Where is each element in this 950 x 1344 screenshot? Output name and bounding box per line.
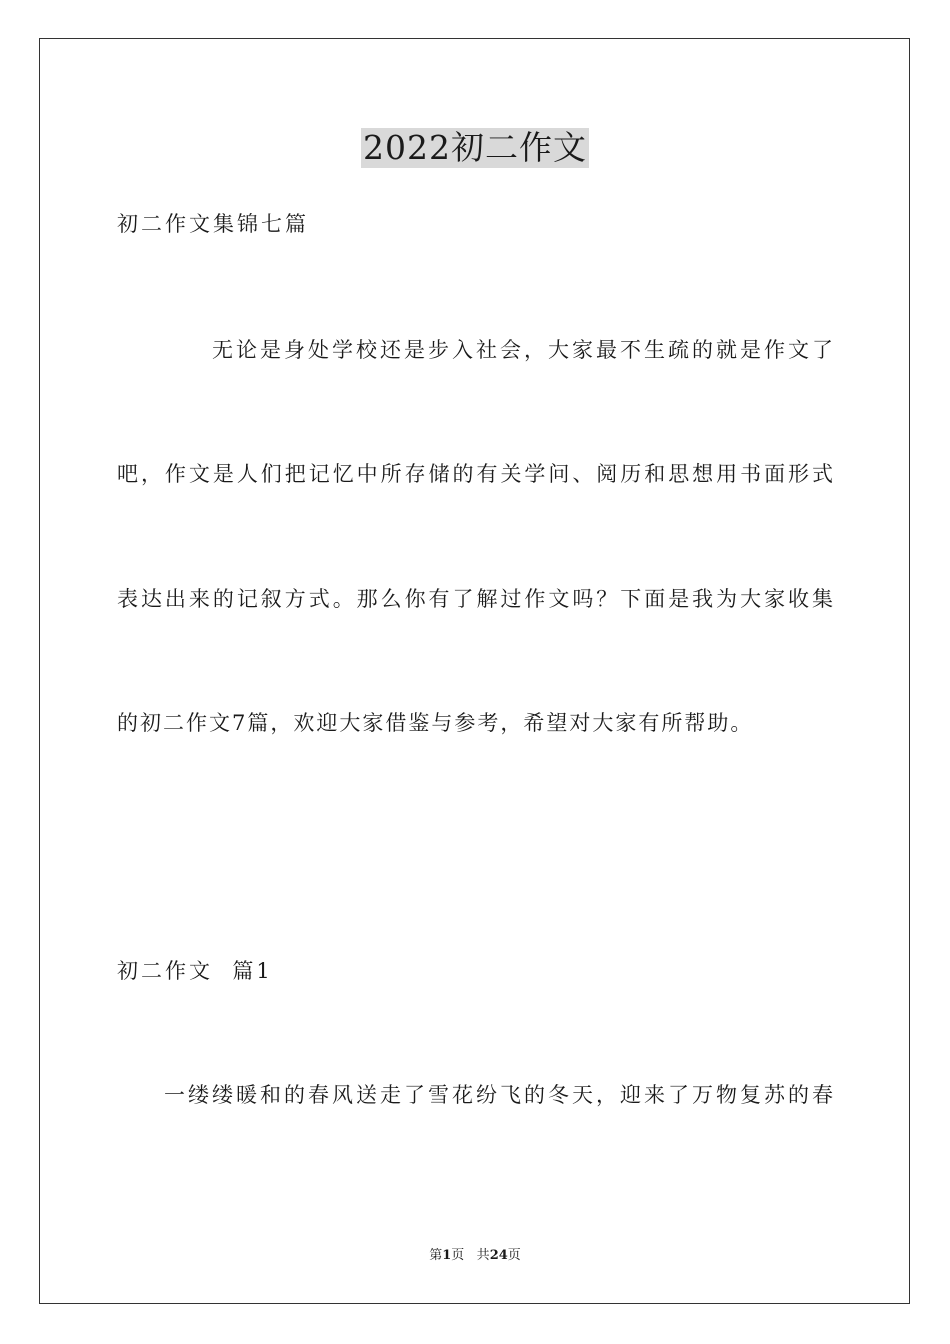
footer-page-suffix: 页 <box>451 1248 465 1263</box>
intro-line-2: 吧，作文是人们把记忆中所存储的有关学问、阅历和思想用书面形式 <box>117 462 833 486</box>
document-title: 2022初二作文 <box>363 128 587 167</box>
section-first-line: 一缕缕暖和的春风送走了雪花纷飞的冬天，迎来了万物复苏的春 <box>164 1083 833 1107</box>
footer-total-prefix: 共 <box>476 1248 490 1263</box>
intro-line-4: 的初二作文7篇，欢迎大家借鉴与参考，希望对大家有所帮助。 <box>117 711 754 735</box>
footer-total-pages: 24 <box>489 1248 508 1263</box>
page-footer <box>0 1247 950 1265</box>
intro-line-3: 表达出来的记叙方式。那么你有了解过作文吗？下面是我为大家收集 <box>117 587 833 611</box>
footer-page-prefix: 第 <box>429 1248 443 1263</box>
footer-page-number: 1 <box>442 1248 452 1263</box>
footer-total-suffix: 页 <box>507 1248 521 1263</box>
section-heading: 初二作文 篇1 <box>117 959 273 983</box>
intro-line-1: 无论是身处学校还是步入社会，大家最不生疏的就是作文了 <box>212 338 833 362</box>
title-wrap <box>0 128 950 168</box>
document-subtitle: 初二作文集锦七篇 <box>117 212 309 236</box>
